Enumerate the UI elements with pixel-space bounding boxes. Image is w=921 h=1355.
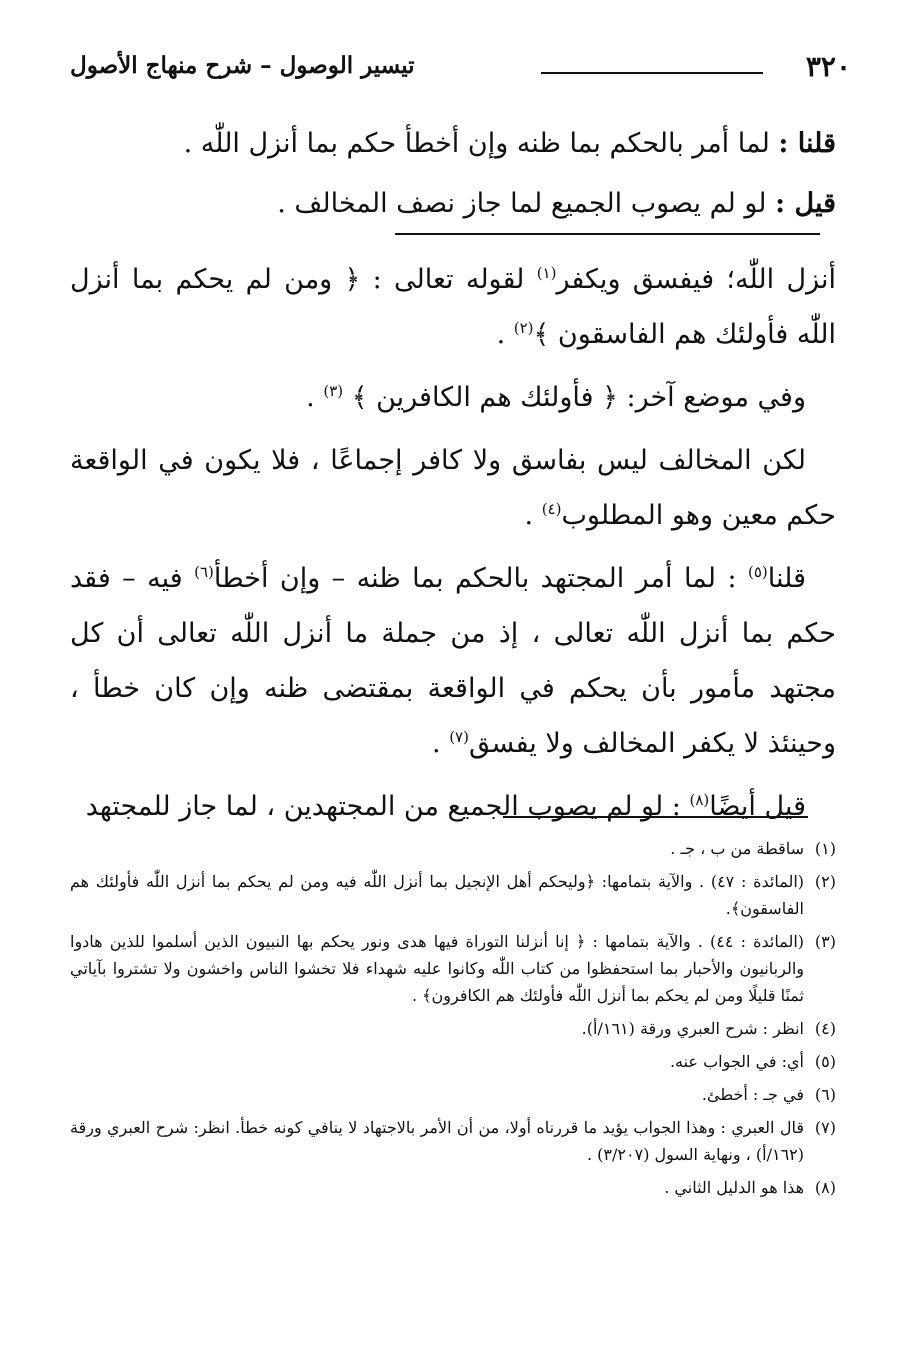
footnote-ref: (٨): [689, 791, 710, 809]
footnotes: [70, 835, 836, 1207]
page-header: [70, 50, 851, 90]
footnote: (٤) انظر : شرح العبري ورقة (١٦١/أ).: [581, 1019, 836, 1038]
footnote: (٣) (المائدة : ٤٤) . والآية بتمامها : ﴿ إنا أنزلنا التوراة فيها هدى ونور يحكم بها النبيون الذين أسلموا للذين هادوا والربانيون والأحبار بما استحفظوا من كتاب اللّٰه وكانوا عليه شهداء فلا تخشوا الناس واخشون ولا تشتروا بآياتي ثمنًا قليلًا ومن لم يحكم بما أنزل اللّٰه فأولئك هم الكافرون﴾ .: [70, 932, 836, 1005]
footnote-ref: (١): [536, 264, 557, 282]
running-title: تيسير الوصول – شرح منهاج الأصول: [70, 52, 415, 79]
header-divider: [541, 72, 763, 74]
main-text: [70, 252, 836, 842]
footnote-divider: [503, 816, 808, 818]
footnote-ref: (٣): [323, 382, 344, 400]
footnote-ref: (٤): [541, 500, 562, 518]
paragraph-5: قيل أيضًا$^{(٨)}$ : لو لم يصوب الجميع من المجتهدين ، لما جاز للمجتهد: [85, 791, 806, 822]
paragraph-4: قلنا$^{(٥)}$ : لما أمر المجتهد بالحكم بما ظنه – وإن أخطأ$^{(٦)}$ فيه – فقد حكم بما أنزل اللّٰه تعالى ، إذ من جملة ما أنزل اللّٰه تعالى أن كل مجتهد مأمور بأن يحكم في الواقعة بمقتضى ظنه وإن كان خطأ ، وحينئذ لا يكفر المخالف ولا يفسق$^{(٧)}$ .: [70, 563, 836, 759]
footnote-ref: (٢): [513, 319, 534, 337]
footnote: (٥) أي: في الجواب عنه.: [669, 1052, 836, 1071]
summary-label-2: قيل :: [775, 188, 836, 219]
summary-text-1: لما أمر بالحكم بما ظنه وإن أخطأ حكم بما أنزل اللّٰه .: [183, 128, 770, 159]
footnote: (٨) هذا هو الدليل الثاني .: [664, 1178, 836, 1197]
summary-divider: [395, 233, 820, 235]
footnote-ref: (٧): [449, 728, 469, 746]
footnote-ref: (٥): [747, 563, 768, 581]
summary-line-1: [184, 128, 836, 159]
paragraph-1: أنزل اللّٰه؛ فيفسق ويكفر$^{(١)}$ لقوله تعالى : ﴿ ومن لم يحكم بما أنزل اللّٰه فأولئك هم الفاسقون ﴾$^{(٢)}$ .: [70, 264, 836, 350]
summary-label-1: قلنا :: [778, 128, 836, 159]
page-number: ٣٢٠: [805, 50, 851, 83]
footnote: (٦) في جـ : أخطئ.: [701, 1085, 836, 1104]
paragraph-2: وفي موضع آخر: ﴿ فأولئك هم الكافرين ﴾ $^{(٣)}$ .: [306, 382, 806, 413]
footnote-ref: (٦): [194, 563, 214, 581]
summary-text-2: لو لم يصوب الجميع لما جاز نصف المخالف .: [277, 188, 767, 219]
footnote: (٢) (المائدة : ٤٧) . والآية بتمامها: ﴿وليحكم أهل الإنجيل بما أنزل اللّٰه فيه ومن لم يحكم بما أنزل اللّٰه فأولئك هم الفاسقون﴾.: [70, 872, 836, 918]
summary-line-2: [277, 188, 836, 219]
paragraph-3: لكن المخالف ليس بفاسق ولا كافر إجماعًا ، فلا يكون في الواقعة حكم معين وهو المطلوب$^{(٤)}$ .: [70, 445, 836, 531]
footnote: (١) ساقطة من ب ، جـ .: [670, 839, 836, 858]
footnote: (٧) قال العبري : وهذا الجواب يؤيد ما قررناه أولا، من أن الأمر بالاجتهاد لا ينافي كونه خطأ. انظر: شرح العبري ورقة (١٦٢/أ) ، ونهاية السول (٣/٢٠٧) .: [70, 1118, 836, 1164]
